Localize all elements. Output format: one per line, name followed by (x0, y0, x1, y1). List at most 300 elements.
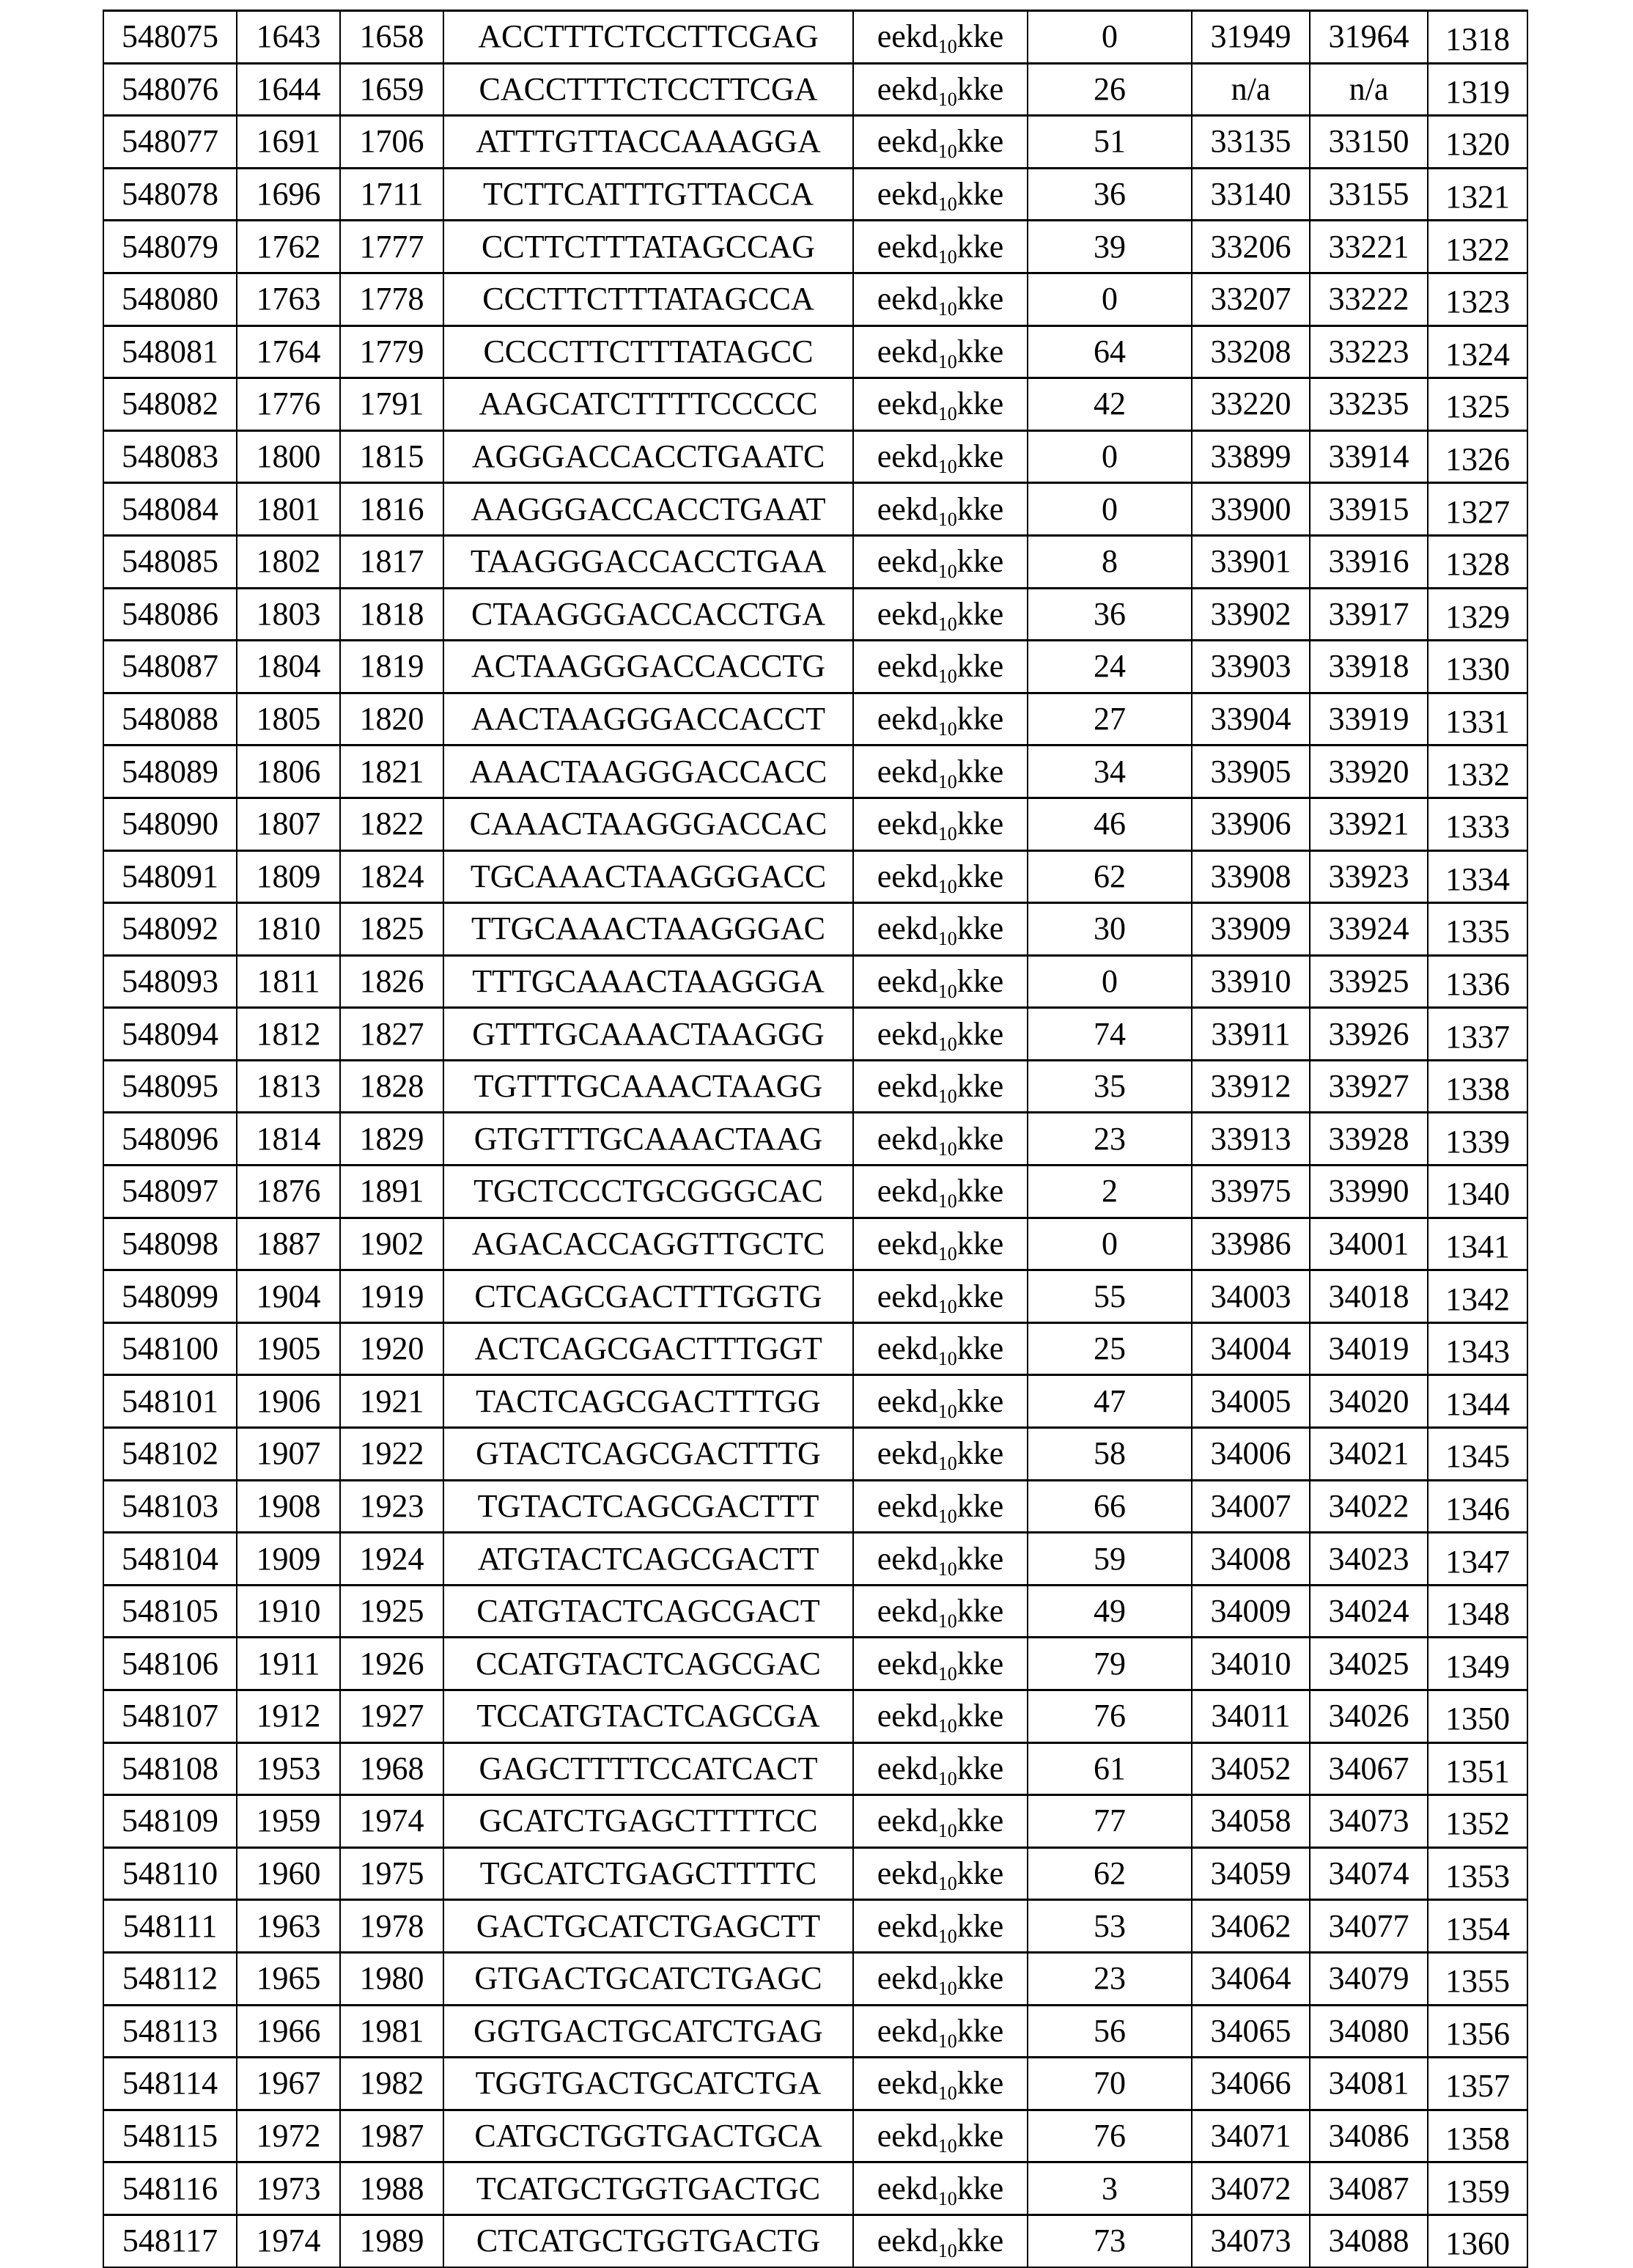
inhibition-cell: 56 (1028, 2005, 1192, 2058)
chemistry-subscript: 10 (938, 1926, 957, 1947)
chemistry-subscript: 10 (938, 561, 957, 582)
genomic-stop-cell: n/a (1310, 63, 1428, 116)
chemistry-cell (853, 745, 1028, 798)
chemistry-suffix: kke (957, 1541, 1004, 1577)
seq-id-cell: 1346 (1428, 1480, 1527, 1533)
inhibition-cell: 0 (1028, 483, 1192, 536)
isis-no-cell: 548081 (103, 325, 237, 378)
inhibition-cell: 51 (1028, 116, 1192, 169)
inhibition-cell: 49 (1028, 1585, 1192, 1638)
chemistry-cell (853, 483, 1028, 536)
sequence-cell: GCATCTGAGCTTTTCC (443, 1795, 853, 1848)
seq-id-cell: 1342 (1428, 1270, 1527, 1323)
isis-no-cell: 548101 (103, 1375, 237, 1428)
seq-id-cell: 1331 (1428, 693, 1527, 745)
chemistry-cell (853, 1742, 1028, 1795)
genomic-start-cell: 33135 (1192, 116, 1310, 169)
table-body (103, 11, 1527, 2267)
genomic-start-cell: 33900 (1192, 483, 1310, 536)
chemistry-suffix: kke (957, 281, 1004, 317)
table-row (103, 1900, 1527, 1953)
chemistry-subscript: 10 (938, 1401, 957, 1422)
stop-site-cell: 1822 (340, 798, 443, 850)
chemistry-suffix: kke (957, 1226, 1004, 1262)
chemistry-suffix: kke (957, 2171, 1004, 2206)
isis-no-cell: 548080 (103, 273, 237, 325)
start-site-cell: 1803 (237, 588, 340, 641)
inhibition-cell: 76 (1028, 1690, 1192, 1743)
table-row (103, 1690, 1527, 1743)
sequence-cell: TACTCAGCGACTTTGG (443, 1375, 853, 1428)
chemistry-subscript: 10 (938, 981, 957, 1002)
start-site-cell: 1959 (237, 1795, 340, 1848)
chemistry-cell (853, 2162, 1028, 2215)
chemistry-subscript: 10 (938, 89, 957, 110)
chemistry-cell (853, 1900, 1028, 1953)
chemistry-suffix: kke (957, 18, 1004, 54)
stop-site-cell: 1989 (340, 2214, 443, 2267)
inhibition-cell: 74 (1028, 1008, 1192, 1061)
genomic-start-cell: 33902 (1192, 588, 1310, 641)
table-row (103, 325, 1527, 378)
inhibition-cell: 0 (1028, 955, 1192, 1008)
sequence-cell: TGTACTCAGCGACTTT (443, 1480, 853, 1533)
seq-id-cell: 1336 (1428, 955, 1527, 1008)
sequence-cell: TCCATGTACTCAGCGA (443, 1690, 853, 1743)
sequence-cell: ATGTACTCAGCGACTT (443, 1533, 853, 1586)
seq-id-cell: 1341 (1428, 1218, 1527, 1270)
inhibition-cell: 53 (1028, 1900, 1192, 1953)
chemistry-subscript: 10 (938, 1296, 957, 1317)
chemistry-subscript: 10 (938, 928, 957, 949)
seq-id-cell: 1356 (1428, 2005, 1527, 2058)
genomic-stop-cell: 34087 (1310, 2162, 1428, 2215)
chemistry-subscript: 10 (938, 1768, 957, 1789)
isis-no-cell: 548114 (103, 2058, 237, 2110)
start-site-cell: 1909 (237, 1533, 340, 1586)
start-site-cell: 1974 (237, 2214, 340, 2267)
sequence-cell: CCCTTCTTTATAGCCA (443, 273, 853, 325)
table-row (103, 1533, 1527, 1586)
chemistry-suffix: kke (957, 1068, 1004, 1104)
genomic-start-cell: 34007 (1192, 1480, 1310, 1533)
stop-site-cell: 1968 (340, 1742, 443, 1795)
sequence-cell: TGCAAACTAAGGGACC (443, 850, 853, 903)
genomic-stop-cell: 33926 (1310, 1008, 1428, 1061)
sequence-cell: ACTAAGGGACCACCTG (443, 641, 853, 693)
start-site-cell: 1908 (237, 1480, 340, 1533)
isis-no-cell: 548116 (103, 2162, 237, 2215)
inhibition-cell: 76 (1028, 2110, 1192, 2162)
chemistry-subscript: 10 (938, 1663, 957, 1685)
chemistry-prefix: eekd (877, 1278, 938, 1314)
genomic-stop-cell: 34019 (1310, 1322, 1428, 1375)
genomic-start-cell: 33905 (1192, 745, 1310, 798)
seq-id-cell: 1353 (1428, 1847, 1527, 1900)
isis-no-cell: 548107 (103, 1690, 237, 1743)
genomic-stop-cell: 33915 (1310, 483, 1428, 536)
inhibition-cell: 62 (1028, 850, 1192, 903)
chemistry-suffix: kke (957, 806, 1004, 842)
table-row (103, 273, 1527, 325)
chemistry-subscript: 10 (938, 1138, 957, 1160)
chemistry-cell (853, 535, 1028, 588)
chemistry-prefix: eekd (877, 648, 938, 684)
genomic-start-cell: 34062 (1192, 1900, 1310, 1953)
seq-id-cell: 1345 (1428, 1428, 1527, 1481)
chemistry-prefix: eekd (877, 281, 938, 317)
chemistry-subscript: 10 (938, 1558, 957, 1580)
genomic-stop-cell: 33928 (1310, 1113, 1428, 1166)
inhibition-cell: 26 (1028, 63, 1192, 116)
isis-no-cell: 548102 (103, 1428, 237, 1481)
chemistry-suffix: kke (957, 176, 1004, 212)
chemistry-cell (853, 1428, 1028, 1481)
genomic-start-cell: 34052 (1192, 1742, 1310, 1795)
table-row (103, 798, 1527, 850)
sequence-cell: ACCTTTCTCCTTCGAG (443, 11, 853, 64)
chemistry-cell (853, 273, 1028, 325)
isis-no-cell: 548079 (103, 221, 237, 273)
start-site-cell: 1811 (237, 955, 340, 1008)
genomic-start-cell: 33912 (1192, 1060, 1310, 1113)
chemistry-suffix: kke (957, 858, 1004, 894)
start-site-cell: 1814 (237, 1113, 340, 1166)
genomic-start-cell: 34059 (1192, 1847, 1310, 1900)
table-row (103, 430, 1527, 483)
inhibition-cell: 23 (1028, 1952, 1192, 2005)
seq-id-cell: 1354 (1428, 1900, 1527, 1953)
sequence-cell: AAACTAAGGGACCACC (443, 745, 853, 798)
chemistry-suffix: kke (957, 1593, 1004, 1629)
genomic-stop-cell: 33914 (1310, 430, 1428, 483)
chemistry-suffix: kke (957, 910, 1004, 946)
start-site-cell: 1764 (237, 325, 340, 378)
chemistry-suffix: kke (957, 1173, 1004, 1209)
chemistry-suffix: kke (957, 2065, 1004, 2101)
inhibition-cell: 2 (1028, 1166, 1192, 1218)
stop-site-cell: 1920 (340, 1322, 443, 1375)
chemistry-subscript: 10 (938, 141, 957, 162)
stop-site-cell: 1815 (340, 430, 443, 483)
chemistry-suffix: kke (957, 1960, 1004, 1996)
chemistry-cell (853, 798, 1028, 850)
chemistry-suffix: kke (957, 1803, 1004, 1838)
chemistry-prefix: eekd (877, 2013, 938, 2049)
sequence-cell: AAGGGACCACCTGAAT (443, 483, 853, 536)
inhibition-cell: 0 (1028, 1218, 1192, 1270)
genomic-stop-cell: 33155 (1310, 168, 1428, 221)
sequence-cell: GAGCTTTTCCATCACT (443, 1742, 853, 1795)
seq-id-cell: 1347 (1428, 1533, 1527, 1586)
genomic-start-cell: 33975 (1192, 1166, 1310, 1218)
chemistry-cell (853, 1952, 1028, 2005)
start-site-cell: 1973 (237, 2162, 340, 2215)
genomic-stop-cell: 33927 (1310, 1060, 1428, 1113)
chemistry-suffix: kke (957, 1646, 1004, 1682)
chemistry-cell (853, 1060, 1028, 1113)
chemistry-subscript: 10 (938, 456, 957, 477)
table-row (103, 378, 1527, 431)
genomic-start-cell: 34004 (1192, 1322, 1310, 1375)
inhibition-cell: 59 (1028, 1533, 1192, 1586)
start-site-cell: 1967 (237, 2058, 340, 2110)
inhibition-cell: 77 (1028, 1795, 1192, 1848)
chemistry-subscript: 10 (938, 2188, 957, 2209)
sequence-cell: CCCCTTCTTTATAGCC (443, 325, 853, 378)
chemistry-subscript: 10 (938, 2030, 957, 2052)
chemistry-prefix: eekd (877, 1330, 938, 1366)
chemistry-cell (853, 955, 1028, 1008)
start-site-cell: 1966 (237, 2005, 340, 2058)
chemistry-suffix: kke (957, 491, 1004, 527)
inhibition-cell: 34 (1028, 745, 1192, 798)
chemistry-cell (853, 2005, 1028, 2058)
stop-site-cell: 1658 (340, 11, 443, 64)
sequence-cell: AGACACCAGGTTGCTC (443, 1218, 853, 1270)
table-row (103, 1795, 1527, 1848)
start-site-cell: 1905 (237, 1322, 340, 1375)
start-site-cell: 1911 (237, 1638, 340, 1690)
start-site-cell: 1800 (237, 430, 340, 483)
sequence-cell: TGTTTGCAAACTAAGG (443, 1060, 853, 1113)
seq-id-cell: 1322 (1428, 221, 1527, 273)
stop-site-cell: 1982 (340, 2058, 443, 2110)
chemistry-cell (853, 1480, 1028, 1533)
stop-site-cell: 1902 (340, 1218, 443, 1270)
chemistry-cell (853, 903, 1028, 956)
chemistry-prefix: eekd (877, 71, 938, 107)
isis-no-cell: 548076 (103, 63, 237, 116)
stop-site-cell: 1974 (340, 1795, 443, 1848)
sequence-cell: CAAACTAAGGGACCAC (443, 798, 853, 850)
genomic-start-cell: 34005 (1192, 1375, 1310, 1428)
chemistry-prefix: eekd (877, 1435, 938, 1471)
seq-id-cell: 1360 (1428, 2214, 1527, 2267)
isis-no-cell: 548091 (103, 850, 237, 903)
genomic-start-cell: 33904 (1192, 693, 1310, 745)
chemistry-cell (853, 116, 1028, 169)
chemistry-suffix: kke (957, 2013, 1004, 2049)
genomic-stop-cell: 34077 (1310, 1900, 1428, 1953)
genomic-start-cell: 33906 (1192, 798, 1310, 850)
genomic-stop-cell: 34026 (1310, 1690, 1428, 1743)
chemistry-prefix: eekd (877, 1593, 938, 1629)
seq-id-cell: 1352 (1428, 1795, 1527, 1848)
genomic-stop-cell: 34021 (1310, 1428, 1428, 1481)
inhibition-cell: 47 (1028, 1375, 1192, 1428)
stop-site-cell: 1891 (340, 1166, 443, 1218)
chemistry-prefix: eekd (877, 1960, 938, 1996)
chemistry-prefix: eekd (877, 2223, 938, 2258)
table-row (103, 2110, 1527, 2162)
chemistry-prefix: eekd (877, 1488, 938, 1524)
sequence-cell: CCATGTACTCAGCGAC (443, 1638, 853, 1690)
sequence-cell: AGGGACCACCTGAATC (443, 430, 853, 483)
chemistry-subscript: 10 (938, 1610, 957, 1632)
chemistry-suffix: kke (957, 1855, 1004, 1891)
table-row (103, 2214, 1527, 2267)
chemistry-subscript: 10 (938, 718, 957, 740)
inhibition-cell: 30 (1028, 903, 1192, 956)
chemistry-suffix: kke (957, 1750, 1004, 1786)
chemistry-subscript: 10 (938, 403, 957, 424)
genomic-stop-cell: 34079 (1310, 1952, 1428, 2005)
chemistry-subscript: 10 (938, 1348, 957, 1369)
isis-no-cell: 548103 (103, 1480, 237, 1533)
table-row (103, 1742, 1527, 1795)
stop-site-cell: 1988 (340, 2162, 443, 2215)
sequence-cell: GTGACTGCATCTGAGC (443, 1952, 853, 2005)
isis-no-cell: 548094 (103, 1008, 237, 1061)
genomic-stop-cell: 34001 (1310, 1218, 1428, 1270)
start-site-cell: 1910 (237, 1585, 340, 1638)
table-row (103, 1638, 1527, 1690)
genomic-stop-cell: 33917 (1310, 588, 1428, 641)
chemistry-prefix: eekd (877, 438, 938, 474)
inhibition-cell: 62 (1028, 1847, 1192, 1900)
genomic-start-cell: 33208 (1192, 325, 1310, 378)
genomic-stop-cell: 33923 (1310, 850, 1428, 903)
isis-no-cell: 548109 (103, 1795, 237, 1848)
stop-site-cell: 1778 (340, 273, 443, 325)
inhibition-cell: 36 (1028, 588, 1192, 641)
start-site-cell: 1907 (237, 1428, 340, 1481)
start-site-cell: 1810 (237, 903, 340, 956)
chemistry-prefix: eekd (877, 1646, 938, 1682)
isis-no-cell: 548086 (103, 588, 237, 641)
table-row (103, 63, 1527, 116)
chemistry-cell (853, 2214, 1028, 2267)
chemistry-prefix: eekd (877, 701, 938, 737)
stop-site-cell: 1925 (340, 1585, 443, 1638)
genomic-start-cell: 33220 (1192, 378, 1310, 431)
chemistry-suffix: kke (957, 1383, 1004, 1419)
chemistry-subscript: 10 (938, 1978, 957, 1999)
chemistry-cell (853, 1270, 1028, 1323)
isis-no-cell: 548111 (103, 1900, 237, 1953)
sequence-cell: TTTGCAAACTAAGGGA (443, 955, 853, 1008)
genomic-stop-cell: 34080 (1310, 2005, 1428, 2058)
chemistry-suffix: kke (957, 1330, 1004, 1366)
table-row (103, 2162, 1527, 2215)
inhibition-cell: 64 (1028, 325, 1192, 378)
genomic-start-cell: 33908 (1192, 850, 1310, 903)
chemistry-subscript: 10 (938, 823, 957, 844)
chemistry-prefix: eekd (877, 963, 938, 999)
chemistry-suffix: kke (957, 438, 1004, 474)
sequence-cell: ACTCAGCGACTTTGGT (443, 1322, 853, 1375)
chemistry-subscript: 10 (938, 1873, 957, 1894)
seq-id-cell: 1325 (1428, 378, 1527, 431)
start-site-cell: 1813 (237, 1060, 340, 1113)
chemistry-cell (853, 2110, 1028, 2162)
table-row (103, 1847, 1527, 1900)
chemistry-subscript: 10 (938, 36, 957, 57)
table-row (103, 1952, 1527, 2005)
sequence-cell: TAAGGGACCACCTGAA (443, 535, 853, 588)
inhibition-cell: 27 (1028, 693, 1192, 745)
stop-site-cell: 1981 (340, 2005, 443, 2058)
genomic-start-cell: 33140 (1192, 168, 1310, 221)
genomic-start-cell: 33206 (1192, 221, 1310, 273)
inhibition-cell: 3 (1028, 2162, 1192, 2215)
chemistry-subscript: 10 (938, 351, 957, 372)
genomic-start-cell: 33899 (1192, 430, 1310, 483)
inhibition-cell: 58 (1028, 1428, 1192, 1481)
start-site-cell: 1802 (237, 535, 340, 588)
table-row (103, 955, 1527, 1008)
chemistry-prefix: eekd (877, 2118, 938, 2154)
seq-id-cell: 1350 (1428, 1690, 1527, 1743)
chemistry-suffix: kke (957, 1278, 1004, 1314)
genomic-stop-cell: 33150 (1310, 116, 1428, 169)
genomic-start-cell: 33986 (1192, 1218, 1310, 1270)
chemistry-suffix: kke (957, 1908, 1004, 1944)
inhibition-cell: 46 (1028, 798, 1192, 850)
isis-no-cell: 548077 (103, 116, 237, 169)
inhibition-cell: 8 (1028, 535, 1192, 588)
genomic-start-cell: n/a (1192, 63, 1310, 116)
chemistry-suffix: kke (957, 2223, 1004, 2258)
chemistry-prefix: eekd (877, 1908, 938, 1944)
stop-site-cell: 1828 (340, 1060, 443, 1113)
genomic-start-cell: 33903 (1192, 641, 1310, 693)
stop-site-cell: 1819 (340, 641, 443, 693)
isis-no-cell: 548095 (103, 1060, 237, 1113)
table-row (103, 116, 1527, 169)
start-site-cell: 1776 (237, 378, 340, 431)
isis-no-cell: 548089 (103, 745, 237, 798)
start-site-cell: 1972 (237, 2110, 340, 2162)
seq-id-cell: 1348 (1428, 1585, 1527, 1638)
chemistry-prefix: eekd (877, 1068, 938, 1104)
seq-id-cell: 1323 (1428, 273, 1527, 325)
chemistry-prefix: eekd (877, 1541, 938, 1577)
stop-site-cell: 1659 (340, 63, 443, 116)
isis-no-cell: 548090 (103, 798, 237, 850)
isis-no-cell: 548100 (103, 1322, 237, 1375)
chemistry-prefix: eekd (877, 1855, 938, 1891)
sequence-cell: TGGTGACTGCATCTGA (443, 2058, 853, 2110)
chemistry-prefix: eekd (877, 1383, 938, 1419)
table-row (103, 745, 1527, 798)
table-row (103, 1480, 1527, 1533)
genomic-stop-cell: 34018 (1310, 1270, 1428, 1323)
seq-id-cell: 1349 (1428, 1638, 1527, 1690)
table-row (103, 168, 1527, 221)
start-site-cell: 1904 (237, 1270, 340, 1323)
genomic-start-cell: 33910 (1192, 955, 1310, 1008)
chemistry-prefix: eekd (877, 1698, 938, 1734)
isis-no-cell: 548115 (103, 2110, 237, 2162)
table-row (103, 2058, 1527, 2110)
genomic-stop-cell: 34074 (1310, 1847, 1428, 1900)
stop-site-cell: 1817 (340, 535, 443, 588)
chemistry-cell (853, 325, 1028, 378)
chemistry-cell (853, 63, 1028, 116)
chemistry-suffix: kke (957, 386, 1004, 421)
seq-id-cell: 1318 (1428, 11, 1527, 64)
genomic-stop-cell: 33924 (1310, 903, 1428, 956)
chemistry-subscript: 10 (938, 2083, 957, 2104)
chemistry-suffix: kke (957, 1121, 1004, 1157)
start-site-cell: 1804 (237, 641, 340, 693)
table-row (103, 1060, 1527, 1113)
chemistry-cell (853, 1847, 1028, 1900)
chemistry-prefix: eekd (877, 1016, 938, 1052)
isis-no-cell: 548112 (103, 1952, 237, 2005)
